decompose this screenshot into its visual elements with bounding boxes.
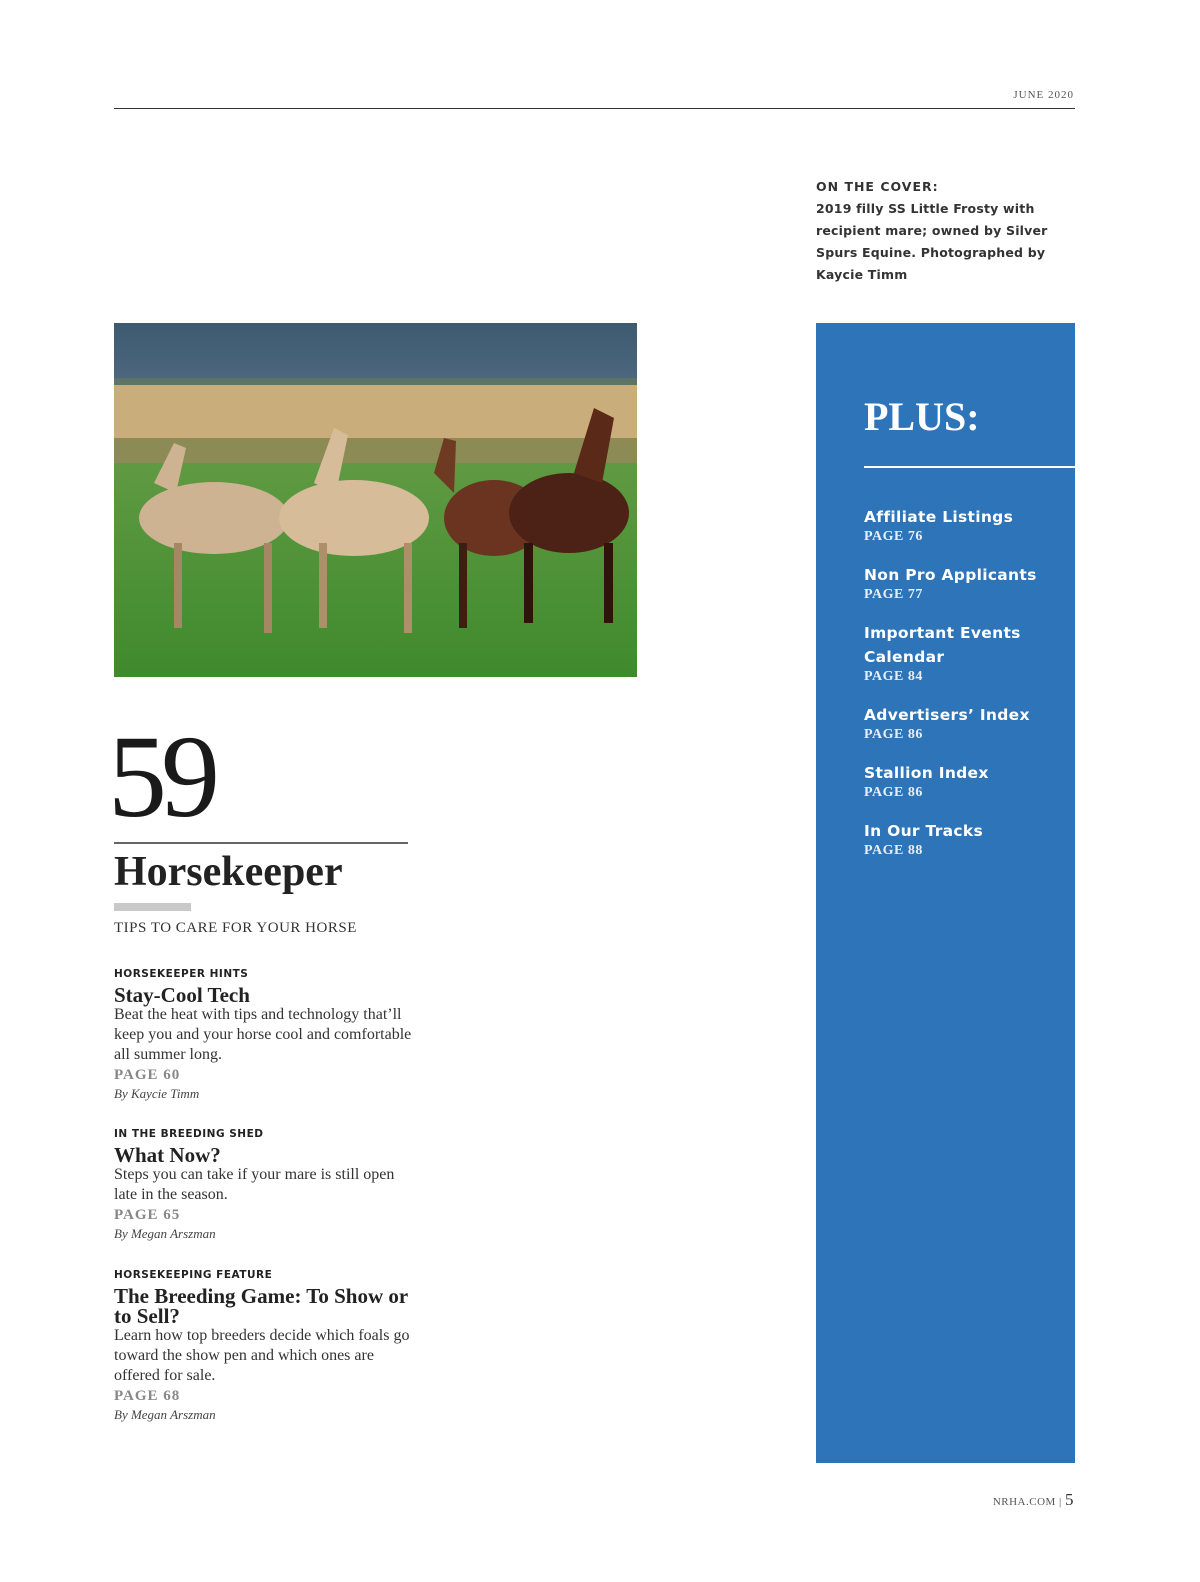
plus-item-page: PAGE 86 (864, 727, 923, 742)
plus-list (864, 505, 1064, 877)
plus-rule (864, 466, 1075, 468)
plus-item-label: In Our Tracks (864, 822, 984, 840)
article-byline: By Megan Arszman (114, 1407, 216, 1422)
plus-panel (816, 323, 1075, 1463)
article-page: PAGE 65 (114, 1207, 181, 1223)
article-description: Beat the heat with tips and technology that’ll keep you and your horse cool and comfortable all summer long. (114, 1006, 412, 1063)
article-what-now[interactable] (114, 1128, 414, 1242)
article-page: PAGE 60 (114, 1067, 181, 1083)
section-number: 59 (108, 711, 214, 842)
article-stay-cool-tech[interactable] (114, 968, 414, 1102)
plus-item-stallion-index[interactable] (864, 761, 1064, 801)
plus-item-page: PAGE 76 (864, 529, 923, 544)
plus-item-in-our-tracks[interactable] (864, 819, 1064, 859)
article-byline: By Kaycie Timm (114, 1086, 200, 1101)
plus-item-label: Important Events Calendar (864, 624, 1021, 666)
article-breeding-game[interactable] (114, 1269, 414, 1423)
plus-item-page: PAGE 84 (864, 669, 923, 684)
section-title: Horsekeeper (114, 849, 343, 895)
plus-item-label: Advertisers’ Index (864, 706, 1030, 724)
plus-item-page: PAGE 88 (864, 843, 923, 858)
article-page: PAGE 68 (114, 1388, 181, 1404)
plus-item-label: Non Pro Applicants (864, 566, 1037, 584)
plus-item-advertisers-index[interactable] (864, 703, 1064, 743)
plus-item-non-pro-applicants[interactable] (864, 563, 1064, 603)
plus-item-important-events-calendar[interactable] (864, 621, 1064, 685)
issue-date: JUNE 2020 (1013, 89, 1074, 101)
article-description: Steps you can take if your mare is still open late in the season. (114, 1166, 395, 1203)
section-rule (114, 842, 408, 844)
plus-item-page: PAGE 86 (864, 785, 923, 800)
article-kicker: HORSEKEEPER HINTS (114, 968, 249, 980)
section-subtitle: TIPS TO CARE FOR YOUR HORSE (114, 920, 357, 936)
cover-caption (816, 176, 1086, 286)
article-headline[interactable]: Stay-Cool Tech (114, 983, 250, 1007)
article-kicker: IN THE BREEDING SHED (114, 1128, 264, 1140)
footer-page-number: 5 (1065, 1490, 1074, 1509)
cover-caption-text: 2019 filly SS Little Frosty with recipient mare; owned by Silver Spurs Equine. Photographed by Kaycie Timm (816, 201, 1048, 282)
plus-item-page: PAGE 77 (864, 587, 923, 602)
plus-title: PLUS: (864, 394, 980, 439)
footer-site: NRHA.COM | (992, 1496, 1062, 1508)
top-rule (114, 108, 1075, 109)
cover-caption-label: ON THE COVER: (816, 179, 939, 194)
plus-item-label: Affiliate Listings (864, 508, 1014, 526)
article-headline[interactable]: The Breeding Game: To Show or to Sell? (114, 1284, 408, 1328)
article-description: Learn how top breeders decide which foals go toward the show pen and which ones are offered for sale. (114, 1327, 410, 1384)
article-byline: By Megan Arszman (114, 1226, 216, 1241)
article-kicker: HORSEKEEPING FEATURE (114, 1269, 273, 1281)
article-headline[interactable]: What Now? (114, 1143, 221, 1167)
plus-item-affiliate-listings[interactable] (864, 505, 1064, 545)
horses-photo (114, 323, 637, 677)
page-footer (993, 1490, 1074, 1510)
plus-item-label: Stallion Index (864, 764, 989, 782)
section-accent-bar (114, 903, 191, 911)
